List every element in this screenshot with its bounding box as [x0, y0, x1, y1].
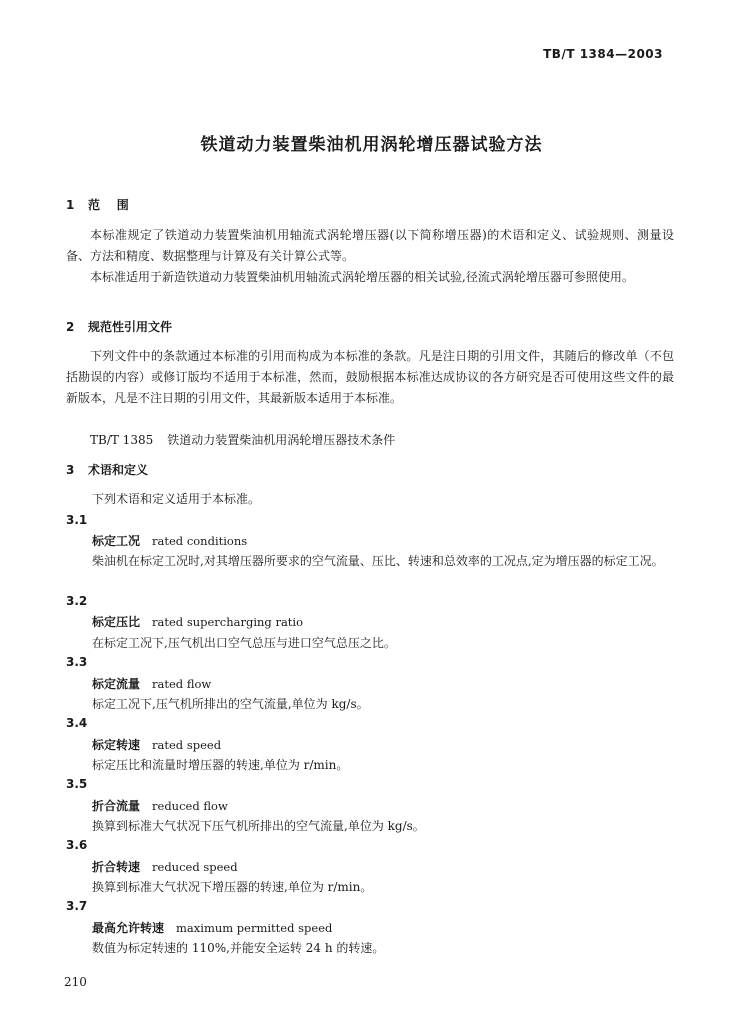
term-heading — [92, 736, 221, 753]
term-definition: 换算到标准大气状况下压气机所排出的空气流量,单位为 kg/s。 — [92, 819, 425, 833]
section-number: 2 — [66, 320, 75, 334]
normative-reference — [90, 431, 395, 448]
term-heading — [92, 532, 247, 549]
term-zh: 折合转速 — [92, 860, 141, 874]
term-number: 3.6 — [66, 838, 88, 852]
section-number: 3 — [66, 463, 75, 477]
section-1-heading — [66, 196, 129, 213]
term-en: rated flow — [152, 677, 212, 691]
term-zh: 最高允许转速 — [92, 921, 165, 935]
term-en: rated conditions — [152, 534, 248, 548]
term-definition: 数值为标定转速的 110%,并能安全运转 24 h 的转速。 — [92, 941, 385, 955]
term-heading — [92, 675, 211, 692]
term-heading — [92, 797, 228, 814]
term-number: 3.2 — [66, 594, 88, 608]
term-zh: 标定压比 — [92, 615, 141, 629]
scope-paragraph-1: 本标准规定了铁道动力装置柴油机用轴流式涡轮增压器(以下简称增压器)的术语和定义、试验规则、测量设备、方法和精度、数据整理与计算及有关计算公式等。 — [66, 228, 674, 263]
term-heading — [92, 919, 332, 936]
section-2-heading — [66, 318, 172, 335]
term-number: 3.1 — [66, 513, 88, 527]
term-number: 3.5 — [66, 777, 88, 791]
section-title: 术语和定义 — [88, 463, 149, 477]
term-number: 3.7 — [66, 899, 88, 913]
term-definition: 在标定工况下,压气机出口空气总压与进口空气总压之比。 — [92, 636, 396, 650]
section-title: 规范性引用文件 — [88, 320, 173, 334]
term-en: reduced speed — [152, 860, 238, 874]
document-title: 铁道动力装置柴油机用涡轮增压器试验方法 — [200, 135, 543, 155]
standard-code: TB/T 1384—2003 — [543, 47, 663, 61]
term-zh: 折合流量 — [92, 799, 141, 813]
reference-code: TB/T 1385 — [90, 433, 154, 447]
terms-intro: 下列术语和定义适用于本标准。 — [92, 492, 261, 506]
term-heading — [92, 858, 238, 875]
term-definition: 标定压比和流量时增压器的转速,单位为 r/min。 — [92, 758, 349, 772]
section-title: 范 围 — [88, 198, 129, 212]
page-number: 210 — [64, 975, 87, 989]
term-en: maximum permitted speed — [176, 921, 333, 935]
scope-paragraph-2: 本标准适用于新造铁道动力装置柴油机用轴流式涡轮增压器的相关试验,径流式涡轮增压器可参照使用。 — [90, 270, 634, 284]
section-number: 1 — [66, 198, 75, 212]
section-3-heading — [66, 461, 148, 478]
term-definition: 标定工况下,压气机所排出的空气流量,单位为 kg/s。 — [92, 697, 369, 711]
term-zh: 标定流量 — [92, 677, 141, 691]
term-en: rated speed — [152, 738, 222, 752]
term-zh: 标定转速 — [92, 738, 141, 752]
term-definition: 柴油机在标定工况时,对其增压器所要求的空气流量、压比、转速和总效率的工况点,定为增压器的标定工况。 — [92, 554, 664, 568]
term-en: rated supercharging ratio — [152, 615, 304, 629]
term-number: 3.3 — [66, 655, 88, 669]
reference-title: 铁道动力装置柴油机用涡轮增压器技术条件 — [167, 433, 396, 447]
term-heading — [92, 613, 303, 630]
term-en: reduced flow — [152, 799, 228, 813]
normative-paragraph: 下列文件中的条款通过本标准的引用而构成为本标准的条款。凡是注日期的引用文件，其随后的修改单（不包括勘误的内容）或修订版均不适用于本标准，然而，鼓励根据本标准达成协议的各方研究是否可使用这些文件的最新版本，凡是不注日期的引用文件，其最新版本适用于本标准。 — [66, 349, 674, 405]
term-definition: 换算到标准大气状况下增压器的转速,单位为 r/min。 — [92, 880, 373, 894]
term-zh: 标定工况 — [92, 534, 141, 548]
term-number: 3.4 — [66, 716, 88, 730]
